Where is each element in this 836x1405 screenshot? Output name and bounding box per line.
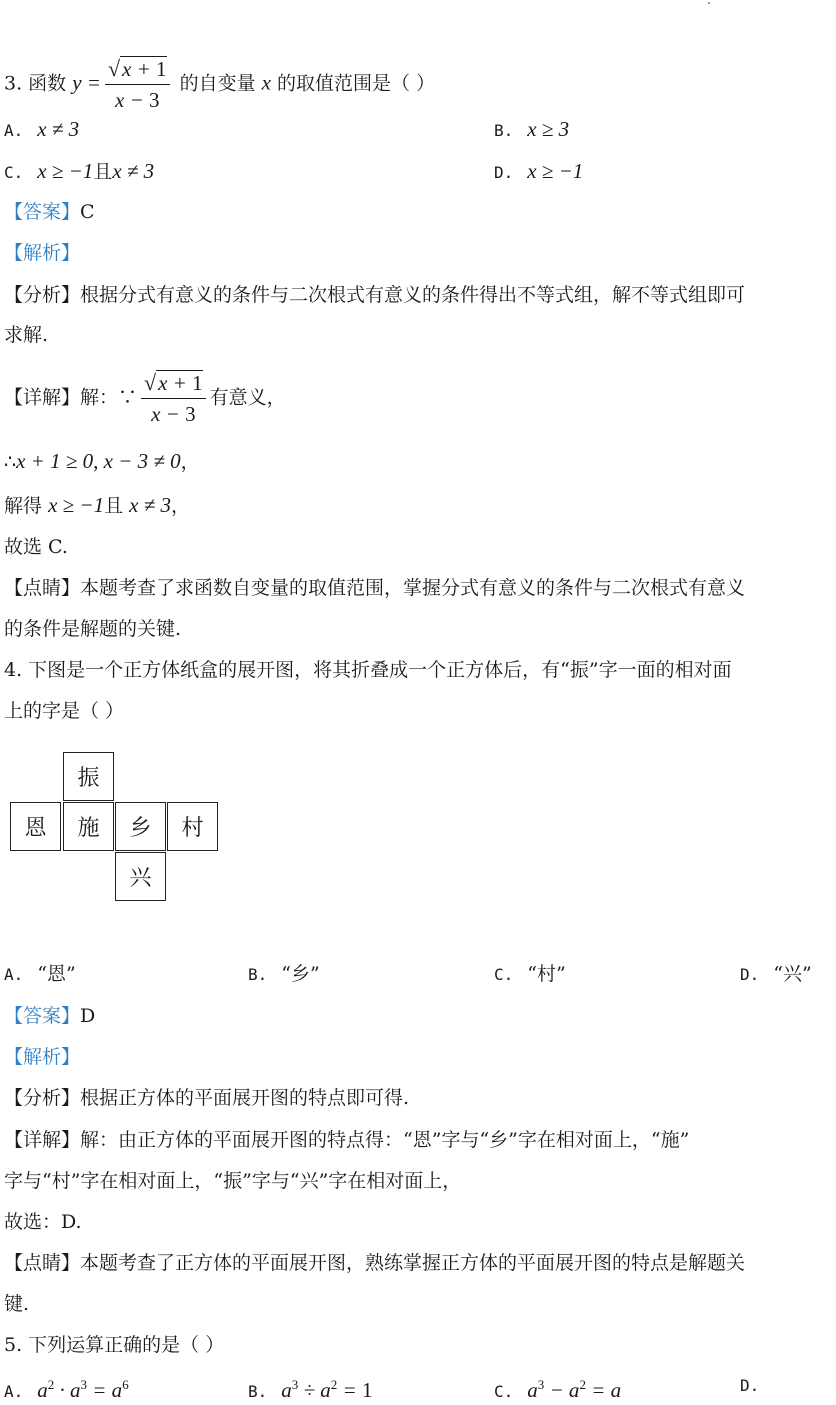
q3-dianjing-line1 <box>4 575 745 601</box>
q3-suffix2: 的取值范围是（ ） <box>277 72 436 95</box>
q3-option-d[interactable] <box>494 158 583 186</box>
q3-step1-post: ， <box>180 451 200 473</box>
cube-net-diagram <box>10 752 222 904</box>
q5-option-a-math: $a^2 \cdot a^3 = a^6$ <box>37 1377 129 1402</box>
q4-choice: 故选：D. <box>4 1211 82 1233</box>
q3-option-a[interactable] <box>4 116 79 144</box>
q4-option-d[interactable] <box>740 961 812 988</box>
q3-answer <box>4 199 95 225</box>
q5-option-b-math: $a^3 \div a^2 = 1$ <box>281 1377 373 1402</box>
q4-answer-value: D <box>80 1005 96 1027</box>
q3-option-c-math2: x ≠ 3 <box>112 159 155 183</box>
scan-dot <box>708 2 710 4</box>
q4-xiangjie-tag: 【详解】 <box>4 1129 81 1151</box>
q3-step2 <box>4 492 190 519</box>
q3-step2-math2: x ≠ 3 <box>129 493 172 517</box>
q4-xiangjie-line1 <box>4 1127 689 1153</box>
net-cell-shi: 施 <box>63 802 114 851</box>
q3-dianjing-line2: 的条件是解题的关键. <box>4 618 182 640</box>
net-cell-en: 恩 <box>10 802 61 851</box>
q4-fenxi-text: 根据正方体的平面展开图的特点即可得. <box>80 1087 410 1109</box>
q5-option-a[interactable] <box>4 1372 129 1405</box>
q4-option-d-text: “兴” <box>773 963 812 985</box>
q4-stem-line2: 上的字是（ ） <box>4 700 125 722</box>
q5-option-c[interactable] <box>494 1372 621 1405</box>
q3-dianjing-text1: 本题考查了求函数自变量的取值范围，掌握分式有意义的条件与二次根式有意义 <box>80 577 746 599</box>
q4-option-b-label: B. <box>248 965 268 984</box>
q3-xiangjie <box>4 370 286 427</box>
net-cell-cun: 村 <box>167 802 218 851</box>
q3-prefix: 3. 函数 <box>4 72 67 95</box>
q3-step1-math: x + 1 ≥ 0, x − 3 ≠ 0 <box>16 449 181 473</box>
q4-fenxi <box>4 1085 409 1111</box>
q4-xiangjie-text1: 解：由正方体的平面展开图的特点得：“恩”字与“乡”字在相对面上，“施” <box>80 1129 690 1151</box>
q3-answer-value: C <box>80 201 95 223</box>
q3-option-d-math: x ≥ −1 <box>527 159 584 183</box>
q4-option-c-text: “村” <box>527 963 566 985</box>
q3-step1-pre: ∴ <box>4 451 17 473</box>
q3-option-c-label: C. <box>4 163 24 182</box>
q3-step1 <box>4 448 200 475</box>
q3-xiangjie-pre: 解：∵ <box>80 386 138 409</box>
q4-stem-line1: 4. 下图是一个正方体纸盒的展开图，将其折叠成一个正方体后，有“振”字一面的相对面 <box>4 659 732 681</box>
q5-option-c-label: C. <box>494 1382 514 1401</box>
q3-option-a-math: x ≠ 3 <box>37 117 80 141</box>
q3-analysis-tag: 【解析】 <box>4 242 81 264</box>
q4-option-d-label: D. <box>740 965 760 984</box>
q3-option-b-label: B. <box>494 121 514 140</box>
q4-dianjing-tag: 【点睛】 <box>4 1252 81 1274</box>
q4-xiangjie-line2: 字与“村”字在相对面上，“振”字与“兴”字在相对面上， <box>4 1170 462 1192</box>
q4-option-c[interactable] <box>494 961 566 988</box>
q5-option-a-label: A. <box>4 1382 24 1401</box>
q5-option-d-label: D. <box>740 1376 760 1395</box>
q3-option-d-label: D. <box>494 163 514 182</box>
q3-fenxi-text1: 根据分式有意义的条件与二次根式有意义的条件得出不等式组，解不等式组即可 <box>80 284 746 306</box>
q3-x-var: x <box>261 70 271 95</box>
q4-dianjing-text1: 本题考查了正方体的平面展开图，熟练掌握正方体的平面展开图的特点是解题关 <box>80 1252 746 1274</box>
q3-dianjing-tag: 【点睛】 <box>4 577 81 599</box>
q5-option-b[interactable] <box>248 1372 372 1405</box>
q4-answer-tag: 【答案】 <box>4 1005 81 1027</box>
net-cell-xing: 兴 <box>115 852 166 901</box>
q3-step2-math: x ≥ −1 <box>48 493 105 517</box>
q4-dianjing-line2: 键. <box>4 1293 30 1315</box>
q3-answer-tag: 【答案】 <box>4 201 81 223</box>
q3-xiangjie-tag: 【详解】 <box>4 386 81 409</box>
q3-choice: 故选 C. <box>4 536 68 558</box>
q3-step2-pre: 解得 <box>4 495 43 517</box>
q3-y-eq: y = <box>72 70 101 95</box>
q3-option-c-math: x ≥ −1 <box>37 159 94 183</box>
q4-option-a-label: A. <box>4 965 24 984</box>
q3-fraction: $\frac{√x + 1}{x - 3}$ <box>105 56 170 113</box>
q3-fenxi-line2: 求解. <box>4 324 49 346</box>
q3-option-c-mid: 且 <box>93 161 113 183</box>
q3-xiangjie-fraction: $\frac{√x + 1}{x - 3}$ <box>141 370 206 427</box>
q3-option-b[interactable] <box>494 116 569 144</box>
q5-option-d[interactable] <box>740 1372 773 1399</box>
q5-option-c-math: $a^3 - a^2 = a$ <box>527 1377 622 1402</box>
net-cell-xiang: 乡 <box>115 802 166 851</box>
q4-fenxi-tag: 【分析】 <box>4 1087 81 1109</box>
q4-option-b-text: “乡” <box>281 963 320 985</box>
q3-step2-mid: 且 <box>104 495 124 517</box>
q3-option-b-math: x ≥ 3 <box>527 117 570 141</box>
q5-option-b-label: B. <box>248 1382 268 1401</box>
q4-option-b[interactable] <box>248 961 320 988</box>
q3-step2-post: ， <box>171 495 191 517</box>
net-cell-zhen: 振 <box>63 752 114 801</box>
q4-analysis-tag: 【解析】 <box>4 1046 81 1068</box>
q4-answer <box>4 1003 95 1029</box>
q4-option-a-text: “恩” <box>37 963 76 985</box>
q4-option-c-label: C. <box>494 965 514 984</box>
q3-stem <box>4 56 435 113</box>
q4-dianjing-line1 <box>4 1250 745 1276</box>
q5-stem: 5. 下列运算正确的是（ ） <box>4 1334 225 1356</box>
q4-option-a[interactable] <box>4 961 76 988</box>
q3-option-c[interactable] <box>4 158 154 186</box>
q3-fenxi-line1 <box>4 282 745 308</box>
q3-option-a-label: A. <box>4 121 24 140</box>
q3-xiangjie-post: 有意义， <box>209 386 286 409</box>
q3-suffix: 的自变量 <box>179 72 256 95</box>
q3-fenxi-tag: 【分析】 <box>4 284 81 306</box>
